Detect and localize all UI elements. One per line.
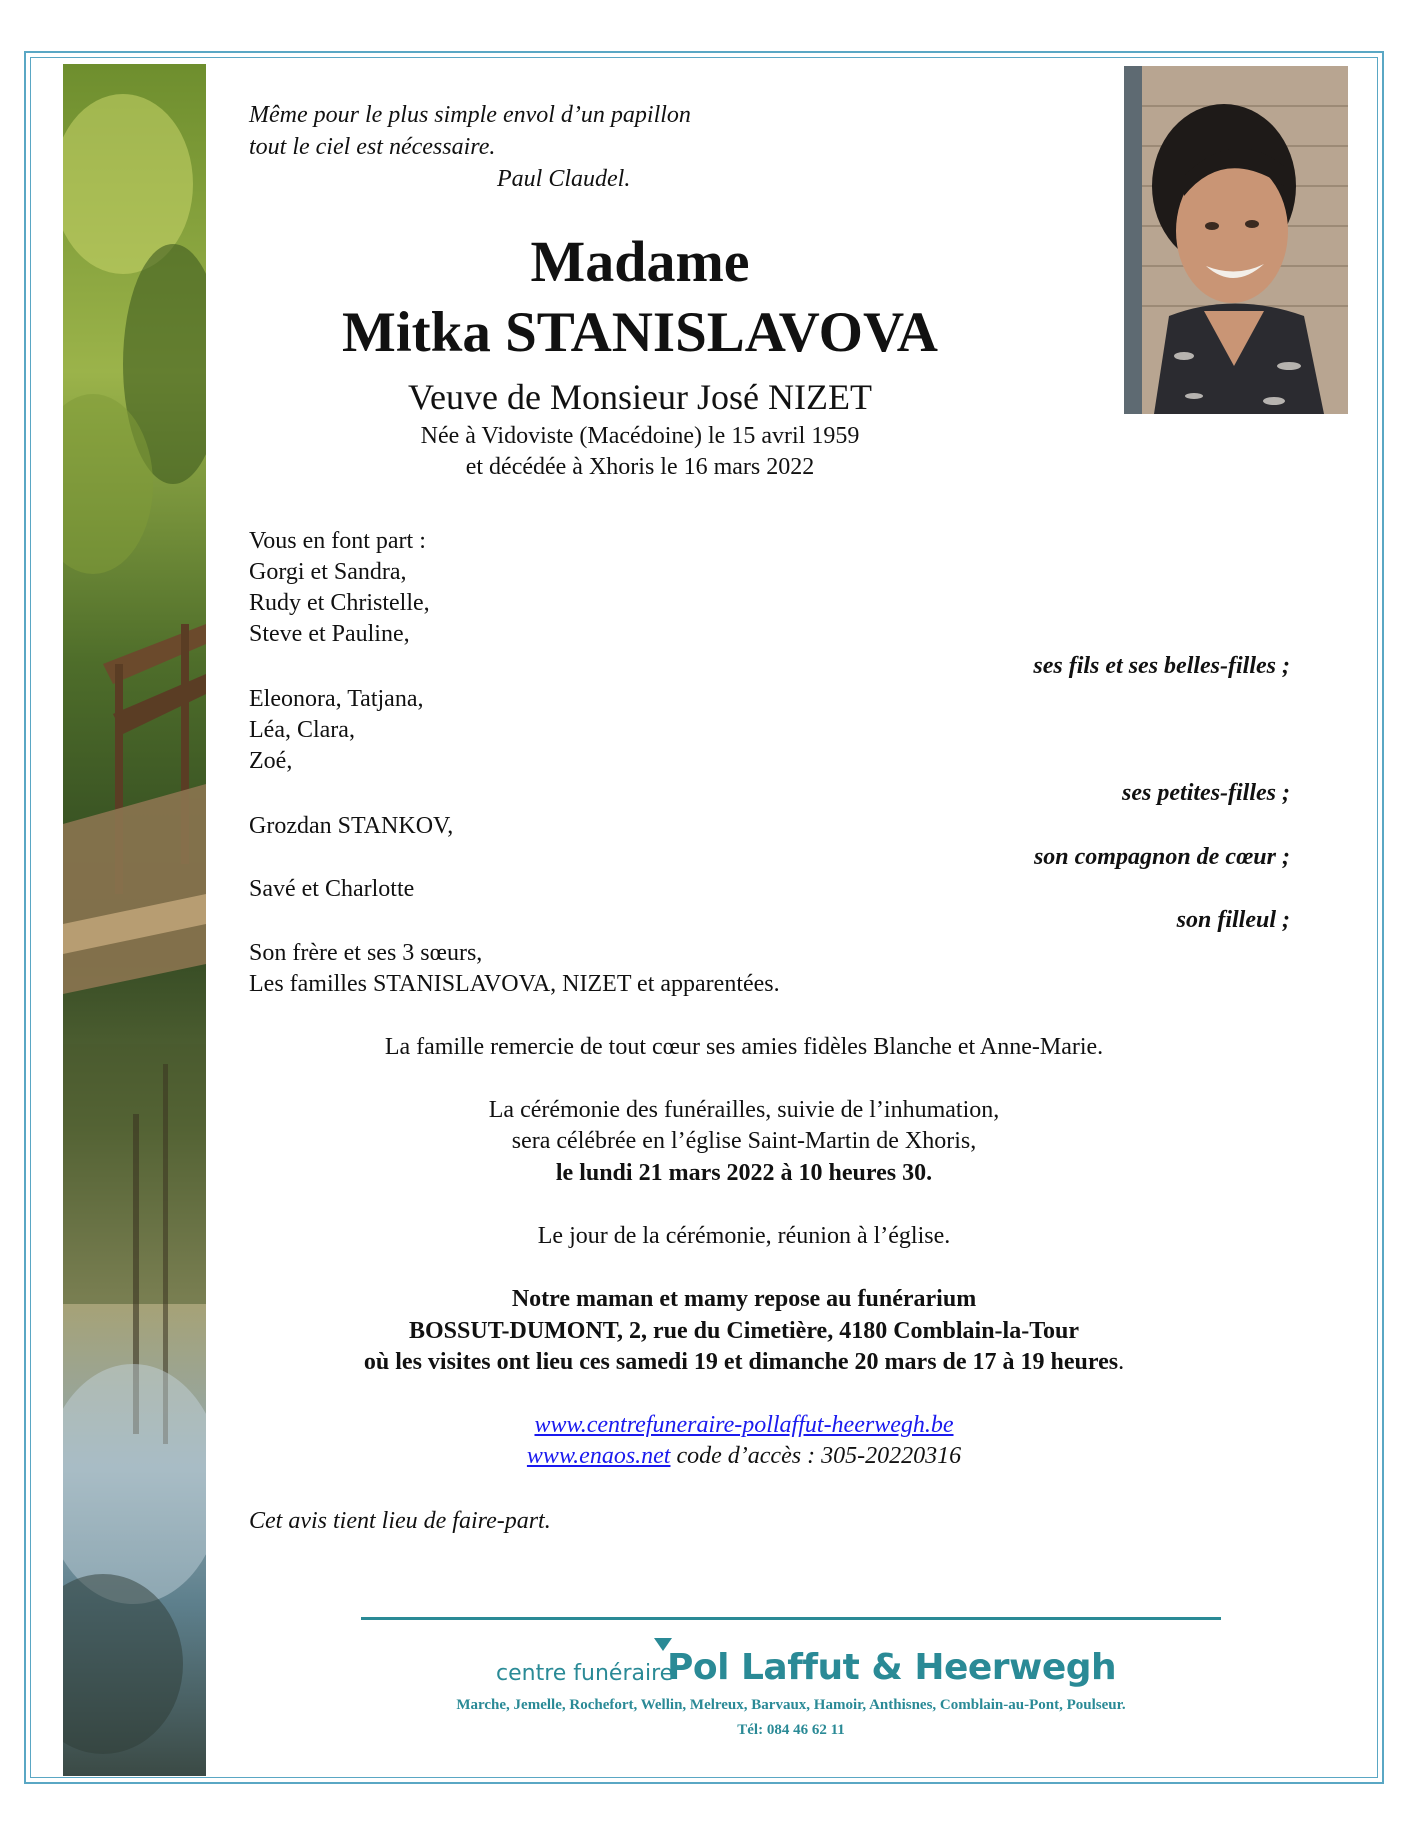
family-line: Les familles STANISLAVOVA, NIZET et apparentées.	[249, 971, 780, 997]
family-line: Léa, Clara,	[249, 717, 355, 743]
deceased-name: Mitka STANISLAVOVA	[342, 301, 938, 364]
announcement-intro: Vous en font part :	[249, 528, 426, 554]
quote-line-1: Même pour le plus simple envol d’un papillon	[249, 102, 691, 128]
relation-label: ses fils et ses belles-filles ;	[1033, 653, 1290, 679]
visits-line	[206, 1349, 1282, 1376]
enaos-line	[206, 1443, 1282, 1470]
brand-name: Pol Laffut & Heerwegh	[667, 1647, 1117, 1688]
portrait-photo	[1124, 66, 1348, 414]
family-line: Grozdan STANKOV,	[249, 813, 454, 839]
side-nature-photo	[63, 64, 206, 1776]
thanks-text: La famille remercie de tout cœur ses amies fidèles Blanche et Anne-Marie.	[384, 1034, 1104, 1060]
family-line: Zoé,	[249, 748, 293, 774]
brand-prefix: centre funéraire	[496, 1661, 674, 1686]
branch-locations: Marche, Jemelle, Rochefort, Wellin, Melreux, Barvaux, Hamoir, Anthisnes, Comblain-au-Pont, Poulseur.	[456, 1697, 1126, 1713]
footer-phone: Tél: 084 46 62 11	[737, 1722, 845, 1738]
gathering-text: Le jour de la cérémonie, réunion à l’église.	[537, 1223, 951, 1249]
honorific: Madame	[530, 229, 750, 294]
relation-label: son filleul ;	[1176, 907, 1290, 933]
notice-text: Cet avis tient lieu de faire-part.	[249, 1508, 551, 1534]
family-line: Son frère et ses 3 sœurs,	[249, 940, 483, 966]
relation-label: ses petites-filles ;	[1122, 780, 1290, 806]
death-info: et décédée à Xhoris le 16 mars 2022	[465, 454, 815, 480]
birth-info: Née à Vidoviste (Macédoine) le 15 avril 1959	[420, 423, 860, 449]
footer-divider	[361, 1617, 1221, 1620]
access-code: code d’accès : 305-20220316	[670, 1443, 962, 1469]
family-line: Steve et Pauline,	[249, 621, 410, 647]
funerarium-address: BOSSUT-DUMONT, 2, rue du Cimetière, 4180 Comblain-la-Tour	[408, 1318, 1080, 1344]
visits-text: où les visites ont lieu ces samedi 19 et dimanche 20 mars de 17 à 19 heures	[363, 1349, 1119, 1375]
relation-label: son compagnon de cœur ;	[1033, 844, 1290, 870]
family-line: Gorgi et Sandra,	[249, 559, 407, 585]
website-line	[206, 1412, 1282, 1439]
ceremony-line-2: sera célébrée en l’église Saint-Martin de Xhoris,	[511, 1128, 977, 1154]
funerarium-line-1: Notre maman et mamy repose au funérarium	[511, 1286, 977, 1312]
family-line: Savé et Charlotte	[249, 876, 415, 902]
visits-period: .	[1118, 1349, 1125, 1375]
widow-of: Veuve de Monsieur José NIZET	[408, 377, 872, 417]
family-line: Eleonora, Tatjana,	[249, 686, 424, 712]
website-link[interactable]: www.centrefuneraire-pollaffut-heerwegh.be	[534, 1412, 954, 1438]
ceremony-line-1: La cérémonie des funérailles, suivie de l’inhumation,	[488, 1097, 1000, 1123]
quote-line-2: tout le ciel est nécessaire.	[249, 134, 496, 160]
enaos-link[interactable]: www.enaos.net	[526, 1443, 671, 1469]
family-line: Rudy et Christelle,	[249, 590, 430, 616]
ceremony-datetime: le lundi 21 mars 2022 à 10 heures 30.	[555, 1160, 933, 1186]
quote-author: Paul Claudel.	[497, 166, 631, 192]
